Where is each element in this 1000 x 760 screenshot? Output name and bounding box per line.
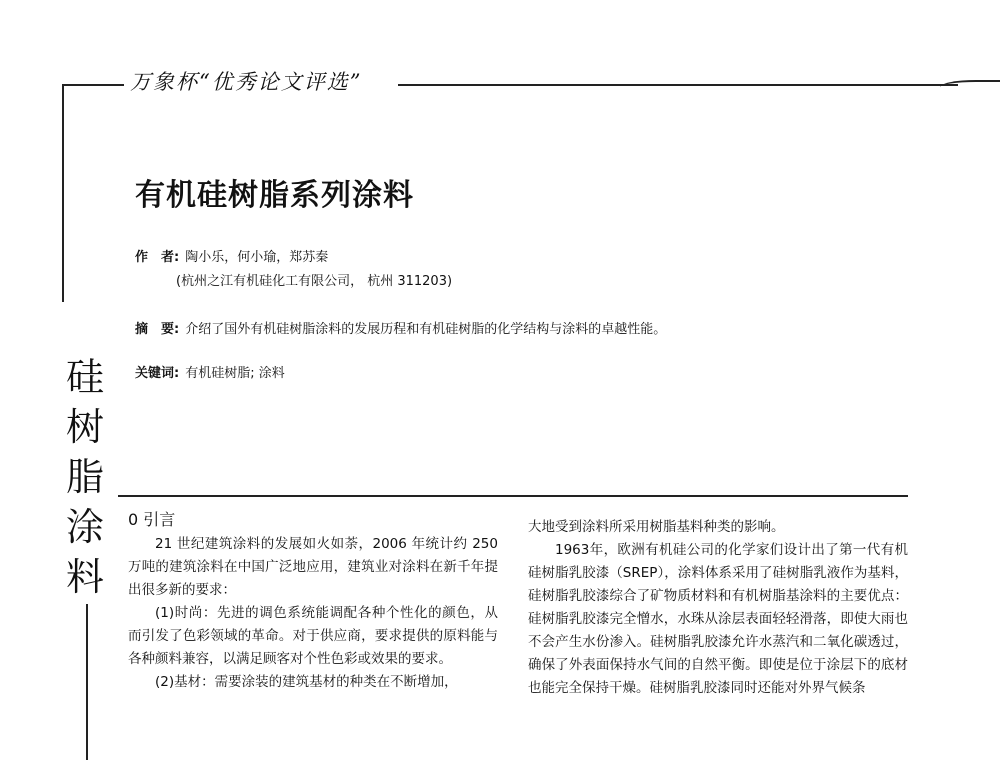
margin-rule-top bbox=[62, 84, 64, 302]
keywords-line bbox=[135, 362, 285, 381]
section-divider bbox=[118, 495, 908, 497]
header-rule-left bbox=[62, 84, 124, 86]
margin-rule-bottom bbox=[86, 604, 88, 760]
side-title-char: 涂 bbox=[65, 505, 104, 549]
header-rule-right bbox=[398, 84, 958, 86]
section-heading: 0 引言 bbox=[128, 510, 176, 529]
body-column-right bbox=[528, 516, 908, 700]
abstract-text: 介绍了国外有机硅树脂涂料的发展历程和有机硅树脂的化学结构与涂料的卓越性能。 bbox=[185, 322, 667, 337]
abstract-label: 摘 要: bbox=[135, 322, 180, 337]
article-title: 有机硅树脂系列涂料 bbox=[135, 178, 414, 213]
paragraph: 大地受到涂料所采用树脂基料种类的影响。 bbox=[528, 519, 785, 535]
keywords-label: 关键词: bbox=[135, 366, 180, 381]
paragraph: 21 世纪建筑涂料的发展如火如荼，2006 年统计约 250 万吨的建筑涂料在中国广泛地应用，建筑业对涂料在新千年提出很多新的要求： bbox=[128, 536, 498, 598]
paragraph: (2)基材：需要涂装的建筑基材的种类在不断增加， bbox=[155, 674, 458, 690]
side-title-char: 硅 bbox=[65, 355, 104, 399]
side-title-char: 脂 bbox=[65, 455, 104, 499]
body-column-left bbox=[128, 508, 498, 694]
header-rule-curl bbox=[940, 80, 1000, 92]
side-vertical-title bbox=[62, 352, 108, 602]
abstract-line bbox=[135, 318, 666, 337]
authors: 陶小乐，何小瑜，郑苏秦 bbox=[185, 250, 329, 265]
authors-line bbox=[135, 246, 328, 265]
paragraph: (1)时尚：先进的调色系统能调配各种个性化的颜色，从而引发了色彩领域的革命。对于供应商，要求提供的原料能与各种颜料兼容，以满足顾客对个性色彩或效果的要求。 bbox=[128, 605, 498, 667]
affiliation: (杭州之江有机硅化工有限公司， 杭州 311203) bbox=[176, 274, 453, 289]
paragraph: 1963年，欧洲有机硅公司的化学家们设计出了第一代有机硅树脂乳胶漆（SREP），涂料体系采用了硅树脂乳液作为基料，硅树脂乳胶漆综合了矿物质材料和有机树脂基涂料的主要优点：硅树脂乳胶漆完全憎水，水珠从涂层表面轻轻滑落，即使大雨也不会产生水份渗入。硅树脂乳胶漆允许水蒸汽和二氧化碳透过，确保了外表面保持水气间的自然平衡。即使是位于涂层下的底材也能完全保持干燥。硅树脂乳胶漆同时还能对外界气候条 bbox=[528, 542, 908, 696]
side-title-char: 料 bbox=[65, 555, 104, 599]
series-title: 万象杯“优秀论文评选” bbox=[130, 70, 363, 94]
side-title-char: 树 bbox=[65, 405, 104, 449]
keywords-text: 有机硅树脂; 涂料 bbox=[185, 366, 285, 381]
authors-label: 作 者: bbox=[135, 250, 180, 265]
